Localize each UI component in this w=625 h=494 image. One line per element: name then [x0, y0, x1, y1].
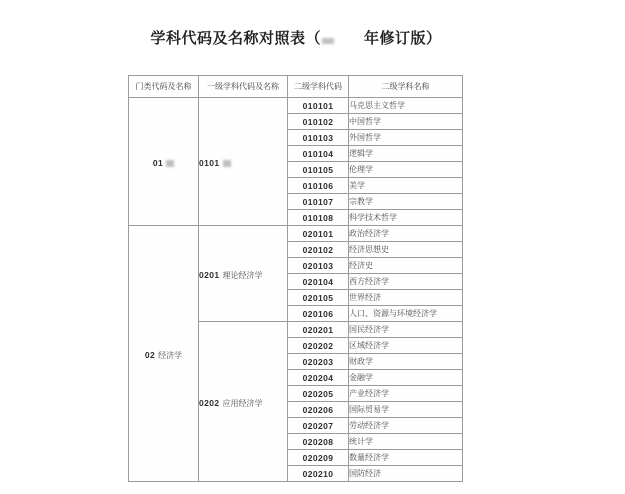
- table-row: [129, 226, 463, 242]
- second-level-code-cell: 020206: [288, 402, 349, 418]
- second-level-code-cell: 020203: [288, 354, 349, 370]
- group-code: 01: [152, 157, 164, 168]
- second-level-name-cell: 金融学: [349, 370, 463, 386]
- second-level-name-cell: 区域经济学: [349, 338, 463, 354]
- second-level-name-cell: 人口、资源与环境经济学: [349, 306, 463, 322]
- second-level-code-cell: 010102: [288, 114, 349, 130]
- second-level-code-cell: 020204: [288, 370, 349, 386]
- second-level-code-cell: 020201: [288, 322, 349, 338]
- second-level-code-cell: 020101: [288, 226, 349, 242]
- column-header-category: 门类代码及名称: [129, 76, 199, 98]
- second-level-name-cell: 国防经济: [349, 466, 463, 482]
- title-prefix: 学科代码及名称对照表（: [150, 31, 321, 47]
- subject-cell: [199, 98, 288, 226]
- table-body: [129, 98, 463, 482]
- second-level-name-cell: 科学技术哲学: [349, 210, 463, 226]
- second-level-code-cell: 010105: [288, 162, 349, 178]
- group-code: 02: [144, 349, 156, 360]
- second-level-code-cell: 010101: [288, 98, 349, 114]
- second-level-code-cell: 020209: [288, 450, 349, 466]
- second-level-code-cell: 020104: [288, 274, 349, 290]
- second-level-name-cell: 国际贸易学: [349, 402, 463, 418]
- subject-cell: [199, 322, 288, 482]
- second-level-name-cell: 伦理学: [349, 162, 463, 178]
- second-level-name-cell: 政治经济学: [349, 226, 463, 242]
- second-level-name-cell: 数量经济学: [349, 450, 463, 466]
- second-level-code-cell: 020102: [288, 242, 349, 258]
- second-level-code-cell: 020208: [288, 434, 349, 450]
- second-level-code-cell: 010103: [288, 130, 349, 146]
- second-level-code-cell: 020202: [288, 338, 349, 354]
- column-header-second-level-code: 二级学科代码: [288, 76, 349, 98]
- second-level-name-cell: 经济思想史: [349, 242, 463, 258]
- second-level-code-cell: 010106: [288, 178, 349, 194]
- second-level-name-cell: 国民经济学: [349, 322, 463, 338]
- blurred-year-mark: [322, 38, 334, 44]
- second-level-code-cell: 020205: [288, 386, 349, 402]
- second-level-name-cell: 外国哲学: [349, 130, 463, 146]
- second-level-code-cell: 020106: [288, 306, 349, 322]
- subject-cell: [199, 226, 288, 322]
- title-suffix: 年修订版）: [364, 31, 442, 47]
- group-code: 0201: [199, 269, 220, 280]
- second-level-code-cell: 010107: [288, 194, 349, 210]
- table-row: [129, 98, 463, 114]
- second-level-code-cell: 010104: [288, 146, 349, 162]
- second-level-name-cell: 马克思主义哲学: [349, 98, 463, 114]
- subject-code-table: [128, 75, 463, 482]
- second-level-name-cell: 财政学: [349, 354, 463, 370]
- second-level-code-cell: 020210: [288, 466, 349, 482]
- group-name: 理论经济学: [222, 270, 263, 280]
- category-cell: [129, 98, 199, 226]
- second-level-name-cell: 逻辑学: [349, 146, 463, 162]
- second-level-name-cell: 中国哲学: [349, 114, 463, 130]
- category-cell: [129, 226, 199, 482]
- second-level-name-cell: 统计学: [349, 434, 463, 450]
- second-level-name-cell: 经济史: [349, 258, 463, 274]
- group-name: 应用经济学: [222, 398, 263, 408]
- second-level-name-cell: 世界经济: [349, 290, 463, 306]
- group-code: 0202: [199, 397, 220, 408]
- second-level-code-cell: 020207: [288, 418, 349, 434]
- column-header-second-level-name: 二级学科名称: [349, 76, 463, 98]
- group-name: 经济学: [158, 350, 183, 360]
- second-level-name-cell: 宗教学: [349, 194, 463, 210]
- second-level-code-cell: 020105: [288, 290, 349, 306]
- second-level-name-cell: 产业经济学: [349, 386, 463, 402]
- second-level-name-cell: 劳动经济学: [349, 418, 463, 434]
- second-level-name-cell: 美学: [349, 178, 463, 194]
- second-level-code-cell: 020103: [288, 258, 349, 274]
- page-title: [128, 27, 464, 48]
- group-code: 0101: [199, 157, 220, 168]
- blurred-name-mark: [166, 160, 174, 167]
- second-level-code-cell: 010108: [288, 210, 349, 226]
- column-header-first-level: 一级学科代码及名称: [199, 76, 288, 98]
- blurred-name-mark: [223, 160, 231, 167]
- second-level-name-cell: 西方经济学: [349, 274, 463, 290]
- header-row: [129, 76, 463, 98]
